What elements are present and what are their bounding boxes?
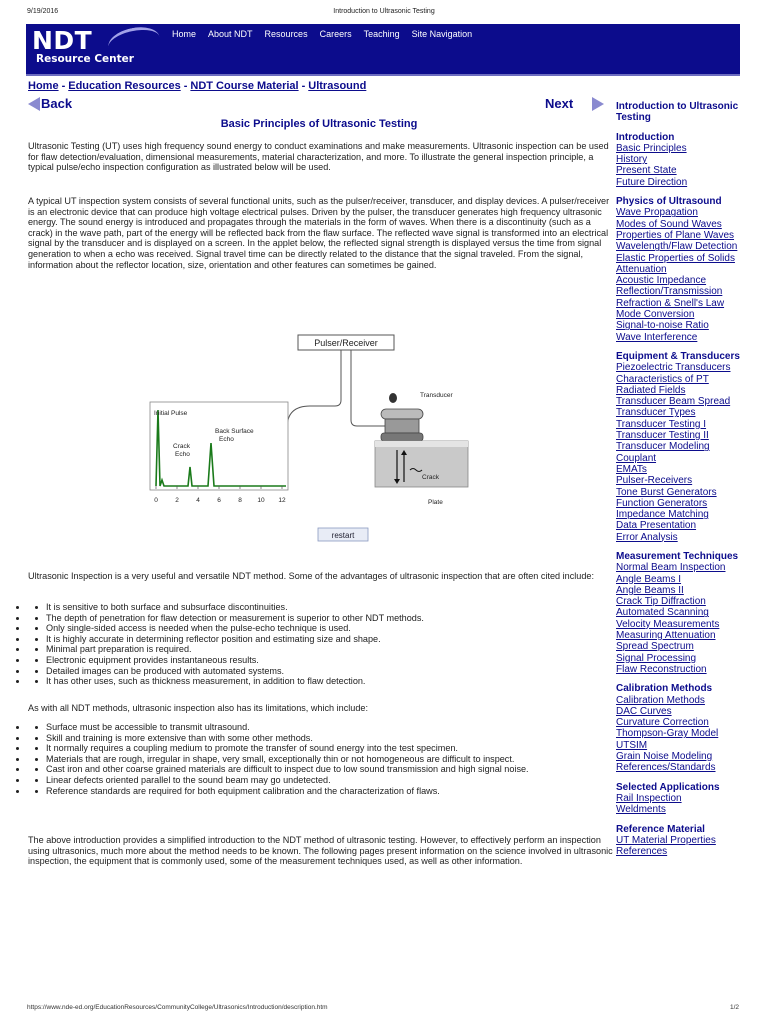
plate-top-surface xyxy=(375,441,468,447)
axis-tick-label: 2 xyxy=(175,497,179,504)
sidebar-link[interactable]: EMATs xyxy=(616,463,647,475)
plate-label: Plate xyxy=(428,499,443,506)
sidebar-link[interactable]: Function Generators xyxy=(616,497,708,509)
sidebar-link[interactable]: Elastic Properties of Solids xyxy=(616,252,735,264)
sidebar-link[interactable]: Transducer Types xyxy=(616,407,696,419)
advantages-intro: Ultrasonic Inspection is a very useful and versatile NDT method. Some of the advantages of ultrasonic inspection that are often cited include: xyxy=(28,571,594,581)
sidebar-link[interactable]: Transducer Testing II xyxy=(616,430,709,442)
sidebar-section xyxy=(616,551,746,675)
sidebar-link[interactable]: Couplant xyxy=(616,452,657,464)
print-url: https://www.nde-ed.org/EducationResources/CommunityCollege/Ultrasonics/Introduction/description.htm xyxy=(27,1004,328,1011)
sidebar-link[interactable]: Refraction & Snell's Law xyxy=(616,297,725,309)
print-date: 9/19/2016 xyxy=(27,8,59,15)
print-title: Introduction to Ultrasonic Testing xyxy=(333,8,435,15)
system-paragraph: A typical UT inspection system consists of several functional units, such as the pulser/receiver, transducer, and display devices. A pulser/receiver is an electronic device that can produce high voltage electrical pulses. Driven by the pulser, the transducer generates high frequency ultrasonic energy. The sound energy is introduced and propagates through the materials in the form of waves. When there is a discontinuity (such as a crack) in the wave path, part of the energy will be reflected back from the flaw surface. The reflected wave signal is transformed into an electrical signal by the transducer and is displayed on a screen. In the applet below, the reflected signal strength is displayed versus the time from signal generation to when a echo was received. Signal travel time can be directly related to the distance that the signal traveled. From the signal, information about the reflector location, size, orientation and other features can sometimes be gained. xyxy=(28,196,610,270)
arrow-left-icon xyxy=(28,97,40,111)
breadcrumb xyxy=(28,80,366,92)
page-title: Basic Principles of Ultrasonic Testing xyxy=(220,118,418,130)
nav-teaching[interactable]: Teaching xyxy=(363,29,400,39)
sidebar-link[interactable]: Rail Inspection xyxy=(616,792,682,804)
advantages-list xyxy=(28,602,614,687)
transducer-label: Transducer xyxy=(420,392,453,399)
connector-icon xyxy=(389,393,397,403)
logo-resource-center-text: Resource Center xyxy=(36,53,134,65)
sidebar-link[interactable]: Wave Interference xyxy=(616,331,698,343)
list-item: • Surface must be accessible to transmit ultrasound. xyxy=(28,722,614,733)
screen-cable xyxy=(287,350,341,460)
sidebar-section-heading: Calibration Methods xyxy=(616,683,713,695)
sidebar-link[interactable]: Basic Principles xyxy=(616,142,687,154)
sidebar-link[interactable]: Radiated Fields xyxy=(616,384,686,396)
sidebar-link[interactable]: Velocity Measurements xyxy=(616,618,720,630)
list-item: • It is sensitive to both surface and subsurface discontinuities. xyxy=(28,602,614,613)
sidebar-link[interactable]: Attenuation xyxy=(616,263,667,275)
list-item: • The depth of penetration for flaw detection or measurement is superior to other NDT methods. xyxy=(28,613,614,624)
transducer-base xyxy=(381,433,423,441)
axis-tick-label: 10 xyxy=(257,497,265,504)
axis-tick-label: 0 xyxy=(154,497,158,504)
sidebar-link[interactable]: Acoustic Impedance xyxy=(616,275,707,287)
sidebar-link[interactable]: Angle Beams I xyxy=(616,573,682,585)
arrow-right-icon xyxy=(592,97,604,111)
sidebar-link[interactable]: UT Material Properties xyxy=(616,834,716,846)
ndt-logo[interactable] xyxy=(30,26,160,72)
sidebar-section xyxy=(616,824,746,858)
sidebar-link[interactable]: Tone Burst Generators xyxy=(616,486,717,498)
axis-tick-label: 8 xyxy=(238,497,242,504)
sidebar-link[interactable]: Transducer Testing I xyxy=(616,418,707,430)
list-item: • It normally requires a coupling medium to promote the transfer of sound energy into the test specimen. xyxy=(28,743,614,754)
sidebar-link[interactable]: Curvature Correction xyxy=(616,717,709,729)
list-item: • Cast iron and other coarse grained materials are difficult to inspect due to low sound transmission and high signal noise. xyxy=(28,764,614,775)
transducer-cap xyxy=(381,409,423,419)
nav-careers[interactable]: Careers xyxy=(319,29,352,39)
sidebar-link[interactable]: Modes of Sound Waves xyxy=(616,218,722,230)
sidebar-section-heading: Introduction xyxy=(616,131,675,143)
sidebar-link[interactable]: Future Direction xyxy=(616,176,688,188)
back-button[interactable] xyxy=(28,95,88,113)
intro-paragraph: Ultrasonic Testing (UT) uses high frequency sound energy to conduct examinations and make measurements. Ultrasonic inspection can be used for flaw detection/evaluation, dimensional measurements, material characterization, and more. To illustrate the general inspection principle, a typical pulse/echo inspection configuration as illustrated below will be used. xyxy=(28,141,609,173)
breadcrumb-separator: - xyxy=(183,80,188,92)
list-item: • Materials that are rough, irregular in shape, very small, exceptionally thin or not homogeneous are difficult to inspect. xyxy=(28,754,614,765)
sidebar-link[interactable]: Transducer Beam Spread xyxy=(616,396,731,408)
sidebar-section xyxy=(616,351,746,543)
sidebar-link[interactable]: Reflection/Transmission xyxy=(616,286,723,298)
nav-site-navigation[interactable]: Site Navigation xyxy=(411,29,473,39)
restart-label: restart xyxy=(331,531,355,540)
nav-about-ndt[interactable]: About NDT xyxy=(208,29,253,39)
site-banner xyxy=(26,24,740,76)
limitations-intro: As with all NDT methods, ultrasonic inspection also has its limitations, which include: xyxy=(28,703,368,713)
print-header xyxy=(0,8,768,20)
back-surface-echo-label-line2: Echo xyxy=(219,436,234,443)
nav-resources[interactable]: Resources xyxy=(264,29,308,39)
breadcrumb-separator: - xyxy=(61,80,66,92)
sidebar-link[interactable]: Grain Noise Modeling xyxy=(616,751,713,763)
sidebar-link[interactable]: Wavelength/Flaw Detection xyxy=(616,241,738,253)
sidebar-section xyxy=(616,782,746,816)
sidebar-section-heading: Measurement Techniques xyxy=(616,550,739,562)
crack-label: Crack xyxy=(422,474,439,481)
sidebar-link[interactable]: References/Standards xyxy=(616,762,716,774)
top-nav xyxy=(166,29,478,39)
list-item: • Detailed images can be produced with automated systems. xyxy=(28,666,614,677)
sidebar-section xyxy=(616,132,746,188)
sidebar-link[interactable]: Flaw Reconstruction xyxy=(616,663,707,675)
sidebar-section-heading[interactable]: Introduction to Ultrasonic Testing xyxy=(616,101,739,124)
pulser-receiver-label: Pulser/Receiver xyxy=(314,338,378,348)
sidebar-nav xyxy=(616,101,746,865)
transducer-body xyxy=(385,419,419,433)
crack-echo-label: Crack xyxy=(173,443,190,450)
breadcrumb-course-material[interactable]: NDT Course Material xyxy=(190,80,299,92)
sidebar-link[interactable]: Weldments xyxy=(616,804,666,816)
sidebar-link[interactable]: Measuring Attenuation xyxy=(616,630,716,642)
print-footer xyxy=(0,1004,768,1014)
print-page-number: 1/2 xyxy=(730,1004,740,1011)
sidebar-link[interactable]: History xyxy=(616,154,648,166)
sidebar-link[interactable]: Mode Conversion xyxy=(616,309,695,321)
list-item: • It is highly accurate in determining reflector position and estimating size and shape. xyxy=(28,634,614,645)
sidebar-link[interactable]: Automated Scanning xyxy=(616,607,709,619)
sidebar-link[interactable]: DAC Curves xyxy=(616,705,672,717)
breadcrumb-separator: - xyxy=(301,80,306,92)
list-item: • Minimal part preparation is required. xyxy=(28,644,614,655)
list-item: • It has other uses, such as thickness measurement, in addition to flaw detection. xyxy=(28,676,614,687)
sidebar-link[interactable]: Angle Beams II xyxy=(616,584,684,596)
sidebar-link[interactable]: Piezoelectric Transducers xyxy=(616,362,731,374)
nav-home[interactable]: Home xyxy=(172,29,197,39)
logo-ndt-text: NDT xyxy=(32,26,93,55)
sidebar-link[interactable]: Signal-to-noise Ratio xyxy=(616,320,709,332)
sidebar-section-heading: Equipment & Transducers xyxy=(616,350,740,362)
sidebar-link[interactable]: Transducer Modeling xyxy=(616,441,710,453)
sidebar-link[interactable]: Wave Propagation xyxy=(616,207,698,219)
initial-pulse-label: Initial Pulse xyxy=(154,410,188,417)
back-surface-echo-label: Back Surface xyxy=(215,428,254,435)
sidebar-link[interactable]: Impedance Matching xyxy=(616,509,709,521)
sidebar-link[interactable]: UTSIM xyxy=(616,739,648,751)
axis-tick-label: 4 xyxy=(196,497,200,504)
sidebar-link[interactable]: Characteristics of PT xyxy=(616,373,709,385)
sidebar-section-heading: Selected Applications xyxy=(616,781,720,793)
sidebar-section-heading: Reference Material xyxy=(616,823,705,835)
list-item: • Linear defects oriented parallel to the sound beam may go undetected. xyxy=(28,775,614,786)
next-button[interactable] xyxy=(545,95,607,113)
list-item: • Skill and training is more extensive than with some other methods. xyxy=(28,733,614,744)
pulse-echo-diagram xyxy=(145,330,475,545)
sidebar-section xyxy=(616,196,746,343)
sidebar-link[interactable]: Spread Spectrum xyxy=(616,641,694,653)
sidebar-link[interactable]: Normal Beam Inspection xyxy=(616,562,726,574)
list-item: • Reference standards are required for both equipment calibration and the characterization of flaws. xyxy=(28,786,614,797)
list-item: • Only single-sided access is needed when the pulse-echo technique is used. xyxy=(28,623,614,634)
summary-paragraph: The above introduction provides a simplified introduction to the NDT method of ultrasonic testing. However, to effectively perform an inspection using ultrasonics, much more about the method needs to be known. The following pages present information on the science involved in ultrasonic inspection, the equipment that is commonly used, some of the measurement techniques used, as well as other information. xyxy=(28,835,613,867)
sidebar-link[interactable]: Crack Tip Diffraction xyxy=(616,596,706,608)
sidebar-section xyxy=(616,683,746,773)
next-label: Next xyxy=(545,96,574,111)
sidebar-link[interactable]: Pulser-Receivers xyxy=(616,475,693,487)
crack-echo-label-line2: Echo xyxy=(175,451,190,458)
list-item: • Electronic equipment provides instantaneous results. xyxy=(28,655,614,666)
sidebar-link[interactable]: Signal Processing xyxy=(616,652,697,664)
sidebar-section xyxy=(616,101,746,124)
sidebar-link[interactable]: References xyxy=(616,846,668,858)
limitations-list xyxy=(28,722,614,796)
breadcrumb-education-resources[interactable]: Education Resources xyxy=(68,80,181,92)
axis-tick-label: 12 xyxy=(278,497,286,504)
breadcrumb-ultrasound[interactable]: Ultrasound xyxy=(308,80,367,92)
sidebar-link[interactable]: Present State xyxy=(616,165,677,177)
sidebar-link[interactable]: Properties of Plane Waves xyxy=(616,229,735,241)
sidebar-link[interactable]: Thompson-Gray Model xyxy=(616,728,719,740)
breadcrumb-home[interactable]: Home xyxy=(28,80,59,92)
axis-tick-label: 6 xyxy=(217,497,221,504)
sidebar-link[interactable]: Error Analysis xyxy=(616,531,678,543)
sidebar-link[interactable]: Data Presentation xyxy=(616,520,697,532)
back-label: Back xyxy=(41,96,73,111)
sidebar-section-heading: Physics of Ultrasound xyxy=(616,196,722,208)
sidebar-link[interactable]: Calibration Methods xyxy=(616,694,705,706)
pulse-echo-applet xyxy=(145,330,475,545)
